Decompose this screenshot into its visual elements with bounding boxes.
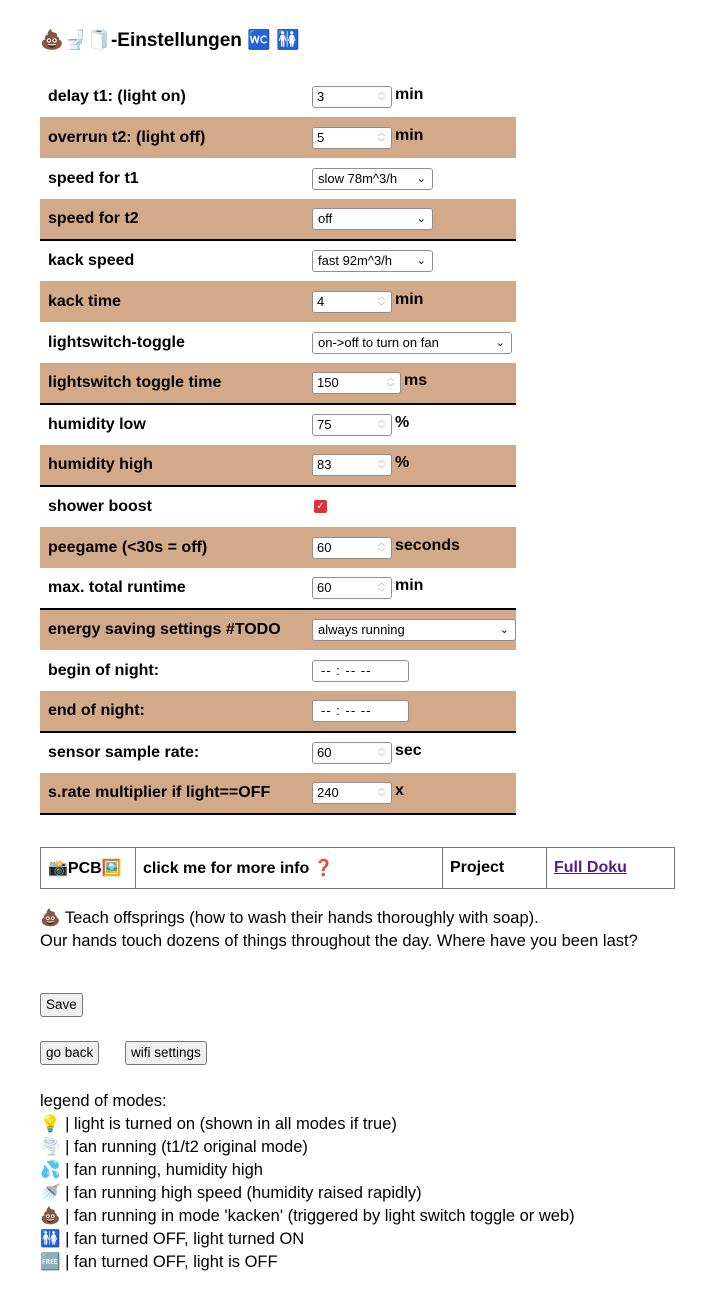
overrun-t2-input[interactable]: 5 ︿ ﹀ [312,127,392,149]
links-table [40,847,675,889]
legend-item: 💡 | light is turned on (shown in all modes if true) [40,1115,397,1133]
setting-row-humidity-low [40,404,516,445]
info-line-1: 💩 Teach offsprings (how to wash their hands thoroughly with soap). [40,909,539,927]
setting-row-speed-t1 [40,158,516,199]
sample-rate-input[interactable]: 60 ︿ ﹀ [312,742,392,764]
kack-speed-select[interactable]: fast 92m^3/h ⌄ [312,250,433,272]
info-line-2: Our hands touch dozens of things throughout the day. Where have you been last? [40,932,638,950]
legend-item: 🚻 | fan turned OFF, light turned ON [40,1230,305,1248]
energy-saving-select[interactable]: always running ⌄ [312,619,516,641]
chevron-down-icon: ⌄ [495,336,505,349]
setting-row-peegame [40,527,516,568]
setting-label: speed for t1 [48,169,139,187]
setting-label: kack time [48,292,121,310]
spinner-icon[interactable]: ︿ ﹀ [378,88,385,105]
go-back-button[interactable]: go back [40,1041,99,1065]
pcb-link[interactable]: 📸PCB🖼️ [41,848,136,889]
chevron-down-icon: ⌄ [416,172,426,185]
unit-label: % [395,414,410,431]
setting-label: overrun t2: (light off) [48,128,206,146]
unit-label: x [395,782,404,799]
humidity-low-input[interactable]: 75 ︿ ﹀ [312,414,392,436]
rate-multiplier-input[interactable]: 240 ︿ ﹀ [312,782,392,804]
setting-label: max. total runtime [40,568,304,609]
max-runtime-input[interactable]: 60 ︿ ﹀ [312,577,392,599]
unit-label: ms [404,372,428,389]
legend-item: 💦 | fan running, humidity high [40,1161,263,1179]
title-icons: 💩🚽🧻 [40,30,111,51]
unit-label: seconds [395,536,460,554]
spinner-icon[interactable]: ︿ ﹀ [378,457,385,473]
speed-t1-select[interactable]: slow 78m^3/h ⌄ [312,168,433,190]
lightswitch-toggle-select[interactable]: on->off to turn on fan ⌄ [312,332,512,354]
chevron-down-icon: ⌄ [416,255,426,267]
unit-label: sec [395,742,422,759]
shower-boost-checkbox[interactable]: ✓ [314,500,327,513]
setting-label: humidity low [48,416,146,433]
more-info-link[interactable]: click me for more info ❓ [136,848,443,889]
setting-row-begin-night [40,650,516,691]
setting-label: speed for t2 [40,199,304,240]
setting-label: peegame (<30s = off) [48,538,208,556]
title-text: -Einstellungen [110,30,242,51]
setting-row-kack-time [40,281,516,322]
end-night-time-input[interactable]: -- : -- -- [312,700,409,722]
save-button[interactable]: Save [40,993,83,1017]
delay-t1-input[interactable]: 3 ︿ ﹀ [312,86,392,108]
humidity-high-input[interactable]: 83 ︿ ﹀ [312,454,392,476]
settings-table [40,76,516,815]
legend-item: 🌪️ | fan running (t1/t2 original mode) [40,1138,308,1156]
kack-time-input[interactable]: 4 ︿ ﹀ [312,291,392,313]
toggle-time-input[interactable]: 150 ︿ ﹀ [312,372,401,394]
chevron-down-icon: ⌄ [416,213,426,225]
setting-label: shower boost [48,498,153,515]
chevron-down-icon: ⌄ [499,624,509,636]
spinner-icon[interactable]: ︿ ﹀ [378,417,385,433]
setting-row-shower-boost [40,486,516,527]
full-doku-link[interactable]: Full Doku [554,859,627,876]
legend-item: 🚿 | fan running high speed (humidity raised rapidly) [40,1184,422,1202]
page-title [40,28,300,52]
unit-label: % [395,454,410,471]
project-link[interactable]: Project [443,848,547,889]
peegame-input[interactable]: 60 ︿ ﹀ [312,537,392,559]
spinner-icon[interactable]: ︿ ﹀ [378,129,385,146]
setting-label: lightswitch toggle time [40,363,304,404]
setting-row-kack-speed [40,240,516,281]
setting-label: lightswitch-toggle [48,333,185,351]
setting-label: end of night: [40,691,304,732]
setting-label: delay t1: (light on) [48,87,186,105]
setting-label: energy saving settings #TODO [48,621,281,638]
legend-item: 🆓 | fan turned OFF, light is OFF [40,1253,278,1271]
setting-row-rate-multiplier [40,773,516,814]
spinner-icon[interactable]: ︿ ﹀ [387,375,394,391]
setting-label: sensor sample rate: [48,744,200,761]
info-text [40,907,638,953]
setting-label: begin of night: [48,661,160,679]
legend [40,1090,575,1274]
begin-night-time-input[interactable]: -- : -- -- [312,660,409,682]
spinner-icon[interactable]: ︿ ﹀ [378,580,385,596]
setting-row-humidity-high [40,445,516,486]
setting-row-end-night [40,691,516,732]
unit-label: min [395,126,424,144]
setting-row-lightswitch-toggle [40,322,516,363]
title-icons-after: 🚾 🚻 [247,30,300,51]
setting-row-max-runtime [40,568,516,609]
wifi-settings-button[interactable]: wifi settings [125,1041,207,1065]
unit-label: min [395,85,424,103]
spinner-icon[interactable]: ︿ ﹀ [378,293,385,310]
setting-row-delay-t1 [40,76,516,117]
setting-row-speed-t2 [40,199,516,240]
setting-label: kack speed [48,252,135,269]
speed-t2-select[interactable]: off ⌄ [312,208,433,230]
setting-label: s.rate multiplier if light==OFF [40,773,304,814]
legend-title: legend of modes: [40,1092,167,1110]
setting-row-energy-saving [40,609,516,650]
unit-label: min [395,577,424,594]
setting-row-overrun-t2 [40,117,516,158]
setting-row-sample-rate [40,732,516,773]
spinner-icon[interactable]: ︿ ﹀ [378,785,385,801]
spinner-icon[interactable]: ︿ ﹀ [378,539,385,556]
setting-row-toggle-time [40,363,516,404]
setting-label: humidity high [40,445,304,486]
legend-item: 💩 | fan running in mode 'kacken' (triggered by light switch toggle or web) [40,1207,575,1225]
spinner-icon[interactable]: ︿ ﹀ [378,745,385,761]
unit-label: min [395,290,424,308]
